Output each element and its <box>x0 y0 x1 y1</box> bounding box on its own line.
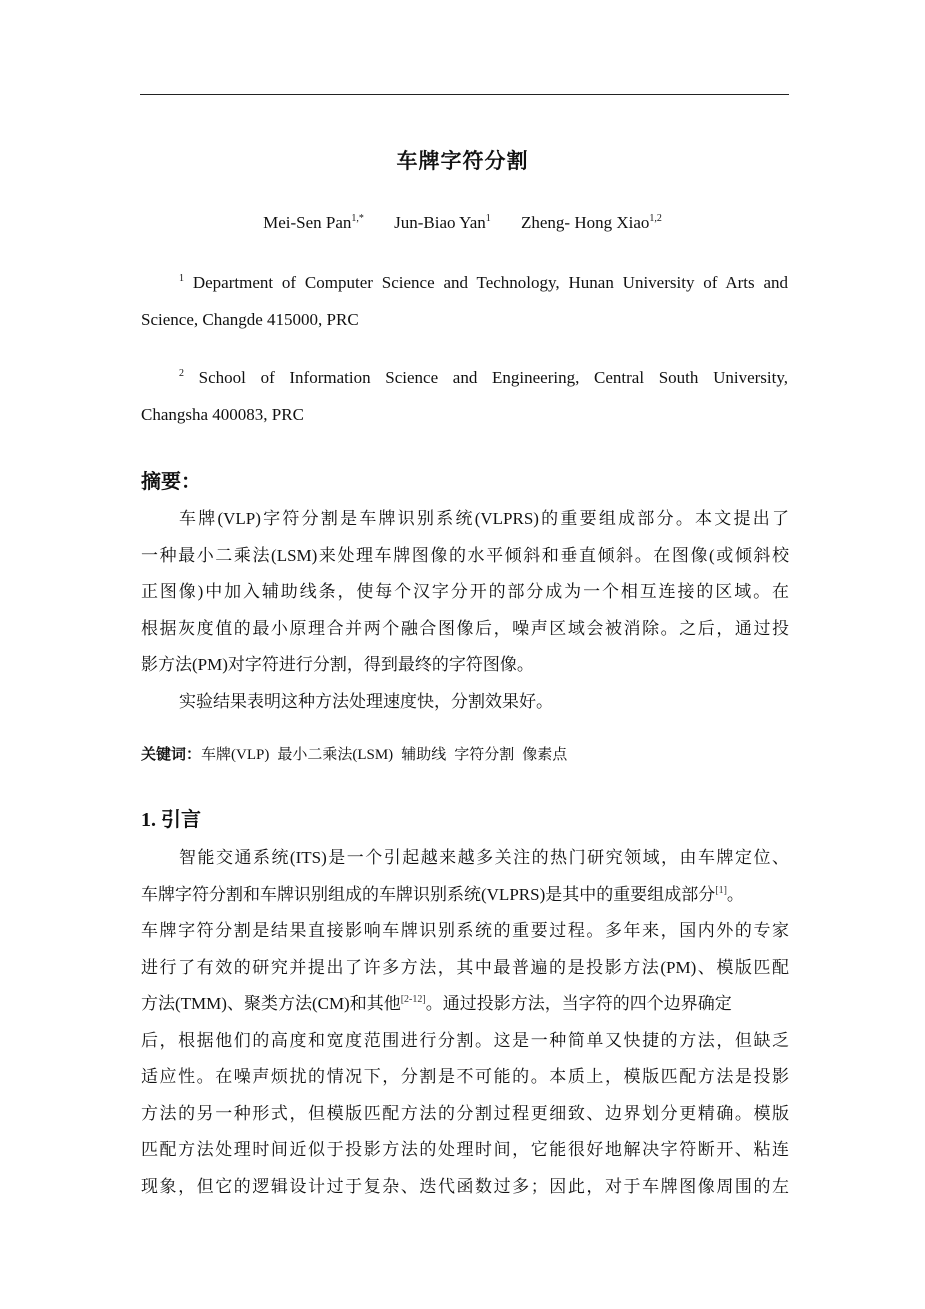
paper-title: 车牌字符分割 <box>396 149 529 173</box>
intro-body <box>141 840 789 1205</box>
intro-line: 现象，但它的逻辑设计过于复杂、迭代函数过多；因此，对于车牌图像周围的左 <box>141 1176 789 1196</box>
intro-heading: 1. 引言 <box>141 809 201 831</box>
intro-line: 智能交通系统(ITS)是一个引起越来越多关注的热门研究领域，由车牌定位、 <box>179 848 789 867</box>
intro-line: 方法的另一种形式，但模版匹配方法的分割过程更细致、边界划分更精确。模版 <box>141 1103 789 1123</box>
abstract-body <box>141 501 789 720</box>
abstract-line: 车牌(VLP)字符分割是车牌识别系统(VLPRS)的重要组成部分。本文提出了 <box>179 509 789 528</box>
keywords <box>141 743 575 764</box>
intro-line: 适应性。在噪声烦扰的情况下，分割是不可能的。本质上，模版匹配方法是投影 <box>141 1067 789 1086</box>
keyword: 最小二乘法(LSM) <box>277 747 394 763</box>
abstract-line: 根据灰度值的最小原理合并两个融合图像后，噪声区域会被消除。之后，通过投 <box>141 618 789 638</box>
intro-line: 匹配方法处理时间近似于投影方法的处理时间，它能很好地解决字符断开、粘连 <box>141 1140 789 1159</box>
author: Mei-Sen Pan$^{1,*}$ <box>263 213 364 232</box>
abstract-heading: 摘要： <box>141 471 201 493</box>
author: Jun-Biao Yan$^1$ <box>394 213 491 232</box>
citation: [2-12] <box>400 994 426 1005</box>
abstract-line: 一种最小二乘法(LSM)来处理车牌图像的水平倾斜和垂直倾斜。在图像(或倾斜校 <box>141 545 789 565</box>
affiliation-1: $^1$ Department of Computer Science and Technology, Hunan University of Arts and Science, Changde 415000, PRC <box>141 273 788 329</box>
keyword: 车牌(VLP) <box>201 747 270 763</box>
keyword: 像素点 <box>522 747 568 763</box>
abstract-conclusion: 实验结果表明这种方法处理速度快，分割效果好。 <box>179 691 553 711</box>
keyword: 字符分割 <box>454 747 515 763</box>
affiliation-2: $^2$ School of Information Science and Engineering, Central South University, Changsha 400083, PRC <box>141 368 788 424</box>
intro-line: 车牌字符分割和车牌识别组成的车牌识别系统(VLPRS)是其中的重要组成部分[1]。 <box>141 884 744 904</box>
intro-line: 车牌字符分割是结果直接影响车牌识别系统的重要过程。多年来，国内外的专家 <box>141 921 789 940</box>
keywords-label: 关键词： <box>141 747 202 763</box>
abstract-line: 正图像)中加入辅助线条，使每个汉字分开的部分成为一个相互连接的区域。在 <box>141 582 789 601</box>
intro-line: 后，根据他们的高度和宽度范围进行分割。这是一种简单又快捷的方法，但缺乏 <box>141 1030 789 1050</box>
intro-line: 方法(TMM)、聚类方法(CM)和其他[2-12]。通过投影方法，当字符的四个边界确定 <box>141 994 732 1013</box>
abstract-line: 影方法(PM)对字符进行分割，得到最终的字符图像。 <box>141 655 534 674</box>
author: Zheng- Hong Xiao$^{1,2}$ <box>521 213 662 232</box>
author-list <box>0 213 925 233</box>
header-rule <box>140 94 789 95</box>
intro-line: 进行了有效的研究并提出了许多方法，其中最普遍的是投影方法(PM)、模版匹配 <box>141 957 789 977</box>
citation: [1] <box>715 884 727 896</box>
keyword: 辅助线 <box>401 747 447 763</box>
